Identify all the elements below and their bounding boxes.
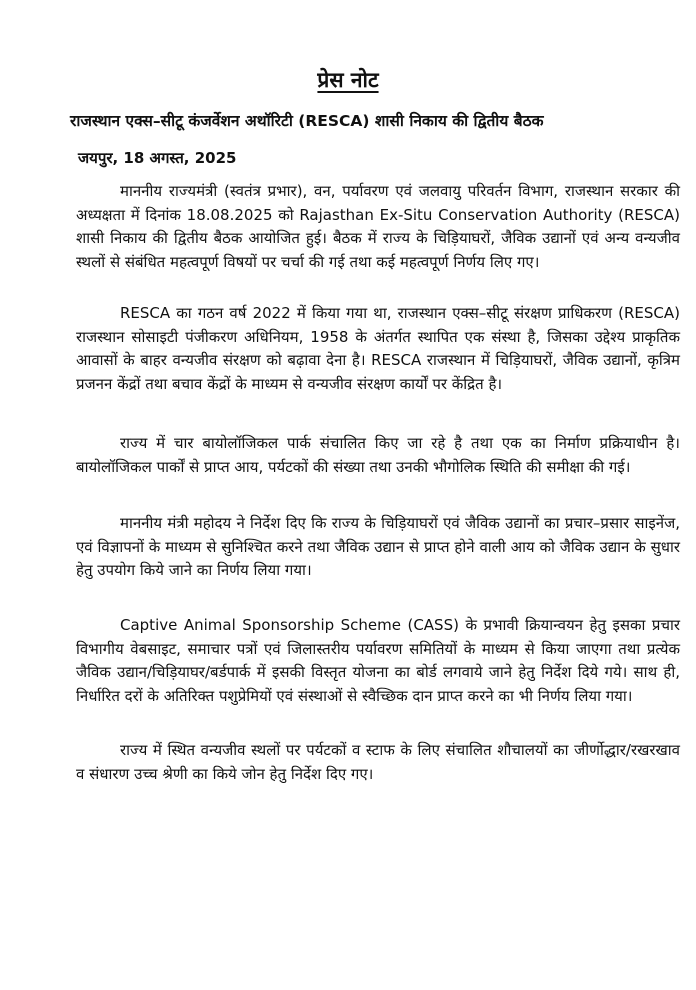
paragraph: Captive Animal Sponsorship Scheme (CASS) के प्रभावी क्रियान्वयन हेतु इसका प्रचार विभागीय वेबसाइट, समाचार पत्रों एवं जिलास्तरीय पर्यावरण समितियों के माध्यम से किया जाएगा तथा प्रत्येक जैविक उद्यान/चिड़ियाघर/बर्डपार्क में इसकी विस्तृत योजना का बोर्ड लगवाये जाने हेतु निर्देश दिये गये। साथ ही, निर्धारित दरों के अतिरिक्त पशुप्रेमियों एवं संस्थाओं से स्वैच्छिक दान प्राप्त करने का भी निर्णय लिया गया। (76, 616, 680, 705)
paragraph: RESCA का गठन वर्ष 2022 में किया गया था, राजस्थान एक्स–सीटू संरक्षण प्राधिकरण (RESCA) राजस्थान सोसाइटी पंजीकरण अधिनियम, 1958 के अंतर्गत स्थापित एक संस्था है, जिसका उद्देश्य प्राकृतिक आवासों के बाहर वन्यजीव संरक्षण को बढ़ावा देना है। RESCA राजस्थान में चिड़ियाघरों, जैविक उद्यानों, कृत्रिम प्रजनन केंद्रों तथा बचाव केंद्रों के माध्यम से वन्यजीव संरक्षण कार्यों पर केंद्रित है। (76, 304, 680, 393)
paragraph: माननीय मंत्री महोदय ने निर्देश दिए कि राज्य के चिड़ियाघरों एवं जैविक उद्यानों का प्रचार–प्रसार साइनेंज, एवं विज्ञापनों के माध्यम से सुनिश्चित करने तथा जैविक उद्यान से प्राप्त होने वाली आय को जैविक उद्यान के सुधार हेतु उपयोग किये जाने का निर्णय लिया गया। (76, 514, 680, 579)
paragraph: राज्य में चार बायोलॉजिकल पार्क संचालित किए जा रहे है तथा एक का निर्माण प्रक्रियाधीन है। बायोलॉजिकल पार्कों से प्राप्त आय, पर्यटकों की संख्या तथा उनकी भौगोलिक स्थिति की समीक्षा की गई। (76, 434, 680, 476)
dateline: जयपुर, 18 अगस्त, 2025 (78, 149, 237, 167)
paragraph: माननीय राज्यमंत्री (स्वतंत्र प्रभार), वन, पर्यावरण एवं जलवायु परिवर्तन विभाग, राजस्थान सरकार की अध्यक्षता में दिनांक 18.08.2025 को Rajasthan Ex-Situ Conservation Authority (RESCA) शासी निकाय की द्वितीय बैठक आयोजित हुई। बैठक में राज्य के चिड़ियाघरों, जैविक उद्यानों एवं अन्य वन्यजीव स्थलों से संबंधित महत्वपूर्ण विषयों पर चर्चा की गई तथा कई महत्वपूर्ण निर्णय लिए गए। (76, 182, 680, 271)
page-title-text: प्रेस नोट (317, 68, 379, 92)
page-title (0, 66, 696, 94)
document-subtitle: राजस्थान एक्स–सीटू कंजर्वेशन अथॉरिटी (RESCA) शासी निकाय की द्वितीय बैठक (70, 112, 544, 130)
paragraph: राज्य में स्थित वन्यजीव स्थलों पर पर्यटकों व स्टाफ के लिए संचालित शौचालयों का जीर्णोद्धार/रखरखाव व संधारण उच्च श्रेणी का किये जोन हेतु निर्देश दिए गए। (76, 741, 680, 783)
